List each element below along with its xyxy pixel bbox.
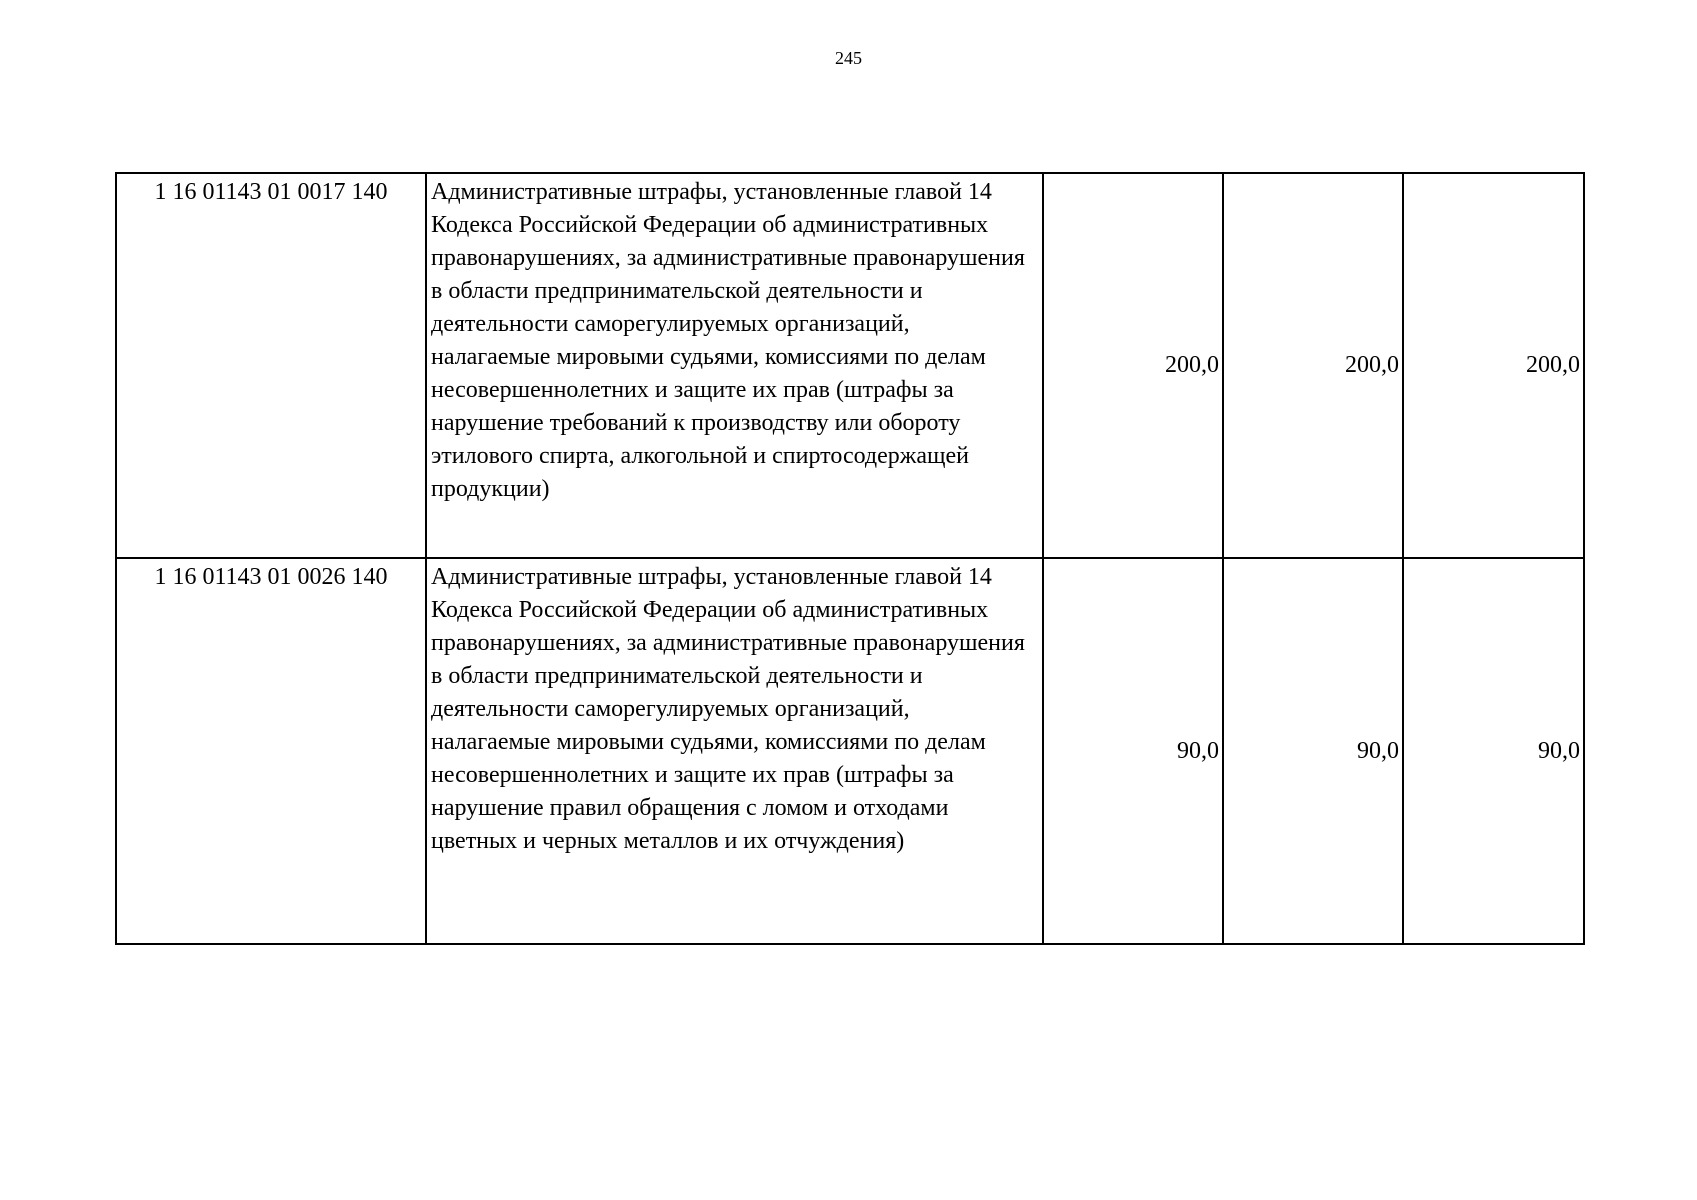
value-year-1: 90,0 xyxy=(1043,558,1223,944)
budget-table xyxy=(115,172,1585,945)
budget-code: 1 16 01143 01 0026 140 xyxy=(116,558,426,944)
value-year-3: 200,0 xyxy=(1403,173,1584,558)
value-year-1: 200,0 xyxy=(1043,173,1223,558)
budget-code: 1 16 01143 01 0017 140 xyxy=(116,173,426,558)
table-row xyxy=(116,558,1584,944)
table-row xyxy=(116,173,1584,558)
page-number: 245 xyxy=(835,48,862,68)
value-year-3: 90,0 xyxy=(1403,558,1584,944)
description: Административные штрафы, установленные главой 14 Кодекса Российской Федерации об административных правонарушениях, за административные правонарушения в области предпринимательской деятельности и деятельности саморегулируемых организаций, налагаемые мировыми судьями, комиссиями по делам несовершеннолетних и защите их прав (штрафы за нарушение правил обращения с ломом и отходами цветных и черных металлов и их отчуждения) xyxy=(426,558,1043,944)
value-year-2: 90,0 xyxy=(1223,558,1403,944)
description: Административные штрафы, установленные главой 14 Кодекса Российской Федерации об административных правонарушениях, за административные правонарушения в области предпринимательской деятельности и деятельности саморегулируемых организаций, налагаемые мировыми судьями, комиссиями по делам несовершеннолетних и защите их прав (штрафы за нарушение требований к производству или обороту этилового спирта, алкогольной и спиртосодержащей продукции) xyxy=(426,173,1043,558)
value-year-2: 200,0 xyxy=(1223,173,1403,558)
